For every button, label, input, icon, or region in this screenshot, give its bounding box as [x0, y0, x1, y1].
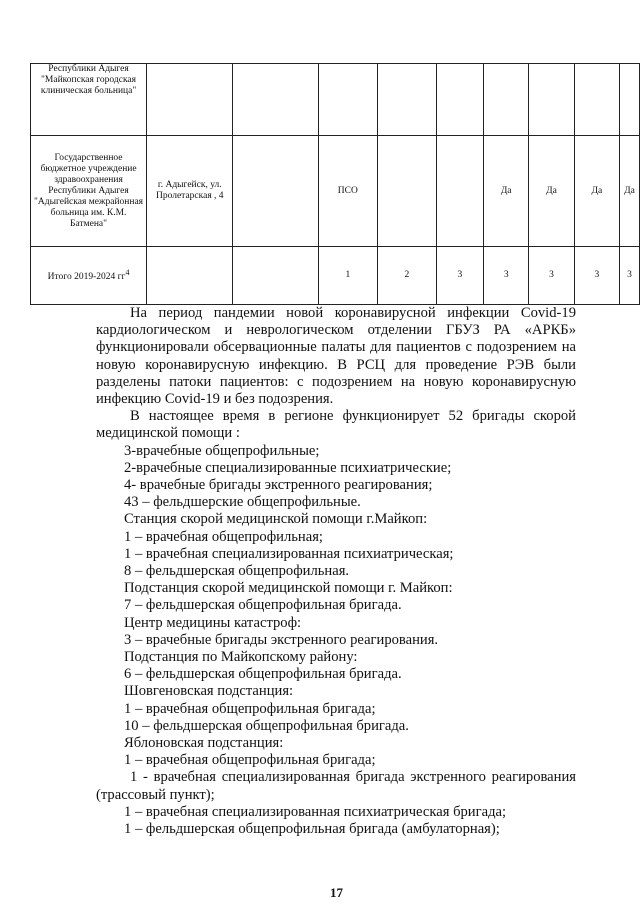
- list-item: Подстанция по Майкопскому району:: [124, 649, 358, 666]
- empty-cell: [529, 64, 574, 136]
- list-item: Станция скорой медицинской помощи г.Майкоп:: [124, 511, 428, 528]
- table-row: [31, 136, 640, 247]
- list-item: 2-врачебные специализированные психиатрические;: [124, 459, 452, 476]
- empty-cell: [233, 136, 318, 247]
- list-item: 43 – фельдшерские общепрофильные.: [124, 494, 361, 511]
- value-cell: 3: [436, 247, 483, 305]
- body-text: [96, 305, 576, 838]
- list-item: 1 – врачебная специализированная психиатрическая;: [124, 545, 454, 562]
- paragraph-route-point: 1 - врачебная специализированная бригада экстренного реагирования (трассовый пункт);: [96, 769, 576, 803]
- table-row: [31, 64, 640, 136]
- value-cell: 3: [620, 247, 640, 305]
- list-item: Яблоновская подстанция:: [124, 735, 284, 752]
- empty-cell: [574, 64, 619, 136]
- hospitals-table: [30, 63, 640, 305]
- list-item: 4- врачебные бригады экстренного реагирования;: [124, 477, 433, 494]
- footnote-mark: 4: [125, 268, 130, 278]
- list-item: 10 – фельдшерская общепрофильная бригада.: [124, 717, 409, 734]
- value-cell: 3: [529, 247, 574, 305]
- list-item: Шовгеновская подстанция:: [124, 683, 294, 700]
- value-cell: Да: [484, 136, 529, 247]
- empty-cell: [147, 64, 233, 136]
- list-item: 1 – врачебная общепрофильная бригада;: [124, 752, 376, 769]
- type-cell: ПСО: [318, 136, 377, 247]
- list-item: 7 – фельдшерская общепрофильная бригада.: [124, 597, 402, 614]
- empty-cell: [147, 247, 233, 305]
- empty-cell: [318, 64, 377, 136]
- empty-cell: [377, 136, 436, 247]
- org-name-cell: Государственное бюджетное учреждение здравоохранения Республики Адыгея "Адыгейская межрайонная больница им. К.М. Батмена": [31, 136, 147, 247]
- address-cell: г. Адыгейск, ул. Пролетарская , 4: [147, 136, 233, 247]
- total-label-cell: [31, 247, 147, 305]
- list-item: 6 – фельдшерская общепрофильная бригада.: [124, 666, 402, 683]
- empty-cell: [377, 64, 436, 136]
- empty-cell: [484, 64, 529, 136]
- list-item: 3 – врачебные бригады экстренного реагирования.: [124, 631, 439, 648]
- list-item: 8 – фельдшерская общепрофильная.: [124, 563, 350, 580]
- page-number: 17: [330, 885, 343, 900]
- value-cell: Да: [620, 136, 640, 247]
- list-item: Центр медицины катастроф:: [124, 614, 302, 631]
- list-item: Подстанция скорой медицинской помощи г. Майкоп:: [124, 580, 453, 597]
- org-name-cell: Республики Адыгея "Майкопская городская клиническая больница": [31, 64, 147, 136]
- empty-cell: [436, 64, 483, 136]
- empty-cell: [436, 136, 483, 247]
- value-cell: Да: [529, 136, 574, 247]
- value-cell: 3: [574, 247, 619, 305]
- list-item: 1 – врачебная специализированная психиатрическая бригада;: [124, 803, 507, 820]
- value-cell: 3: [484, 247, 529, 305]
- paragraph-pandemic: На период пандемии новой коронавирусной инфекции Covid-19 кардиологическом и неврологическом отделении ГБУЗ РА «АРКБ» функционировали обсервационные палаты для пациентов с подозрением на новую коронавирусную инфекцию. В РСЦ для проведение РЭВ были разделены патоки пациентов: с подозрением на новую коронавирусную инфекцию Covid-19 и без подозрения.: [96, 305, 576, 408]
- list-item: 1 – врачебная общепрофильная бригада;: [124, 700, 376, 717]
- paragraph-brigades: В настоящее время в регионе функционирует 52 бригады скорой медицинской помощи :: [96, 408, 576, 442]
- value-cell: 2: [377, 247, 436, 305]
- empty-cell: [233, 64, 318, 136]
- table-row-total: [31, 247, 640, 305]
- value-cell: 1: [318, 247, 377, 305]
- value-cell: Да: [574, 136, 619, 247]
- empty-cell: [620, 64, 640, 136]
- total-label: Итого 2019-2024 гг: [47, 272, 126, 283]
- list-item: 1 – фельдшерская общепрофильная бригада (амбулаторная);: [124, 821, 500, 838]
- list-item: 3-врачебные общепрофильные;: [124, 442, 320, 459]
- empty-cell: [233, 247, 318, 305]
- list-item: 1 – врачебная общепрофильная;: [124, 528, 323, 545]
